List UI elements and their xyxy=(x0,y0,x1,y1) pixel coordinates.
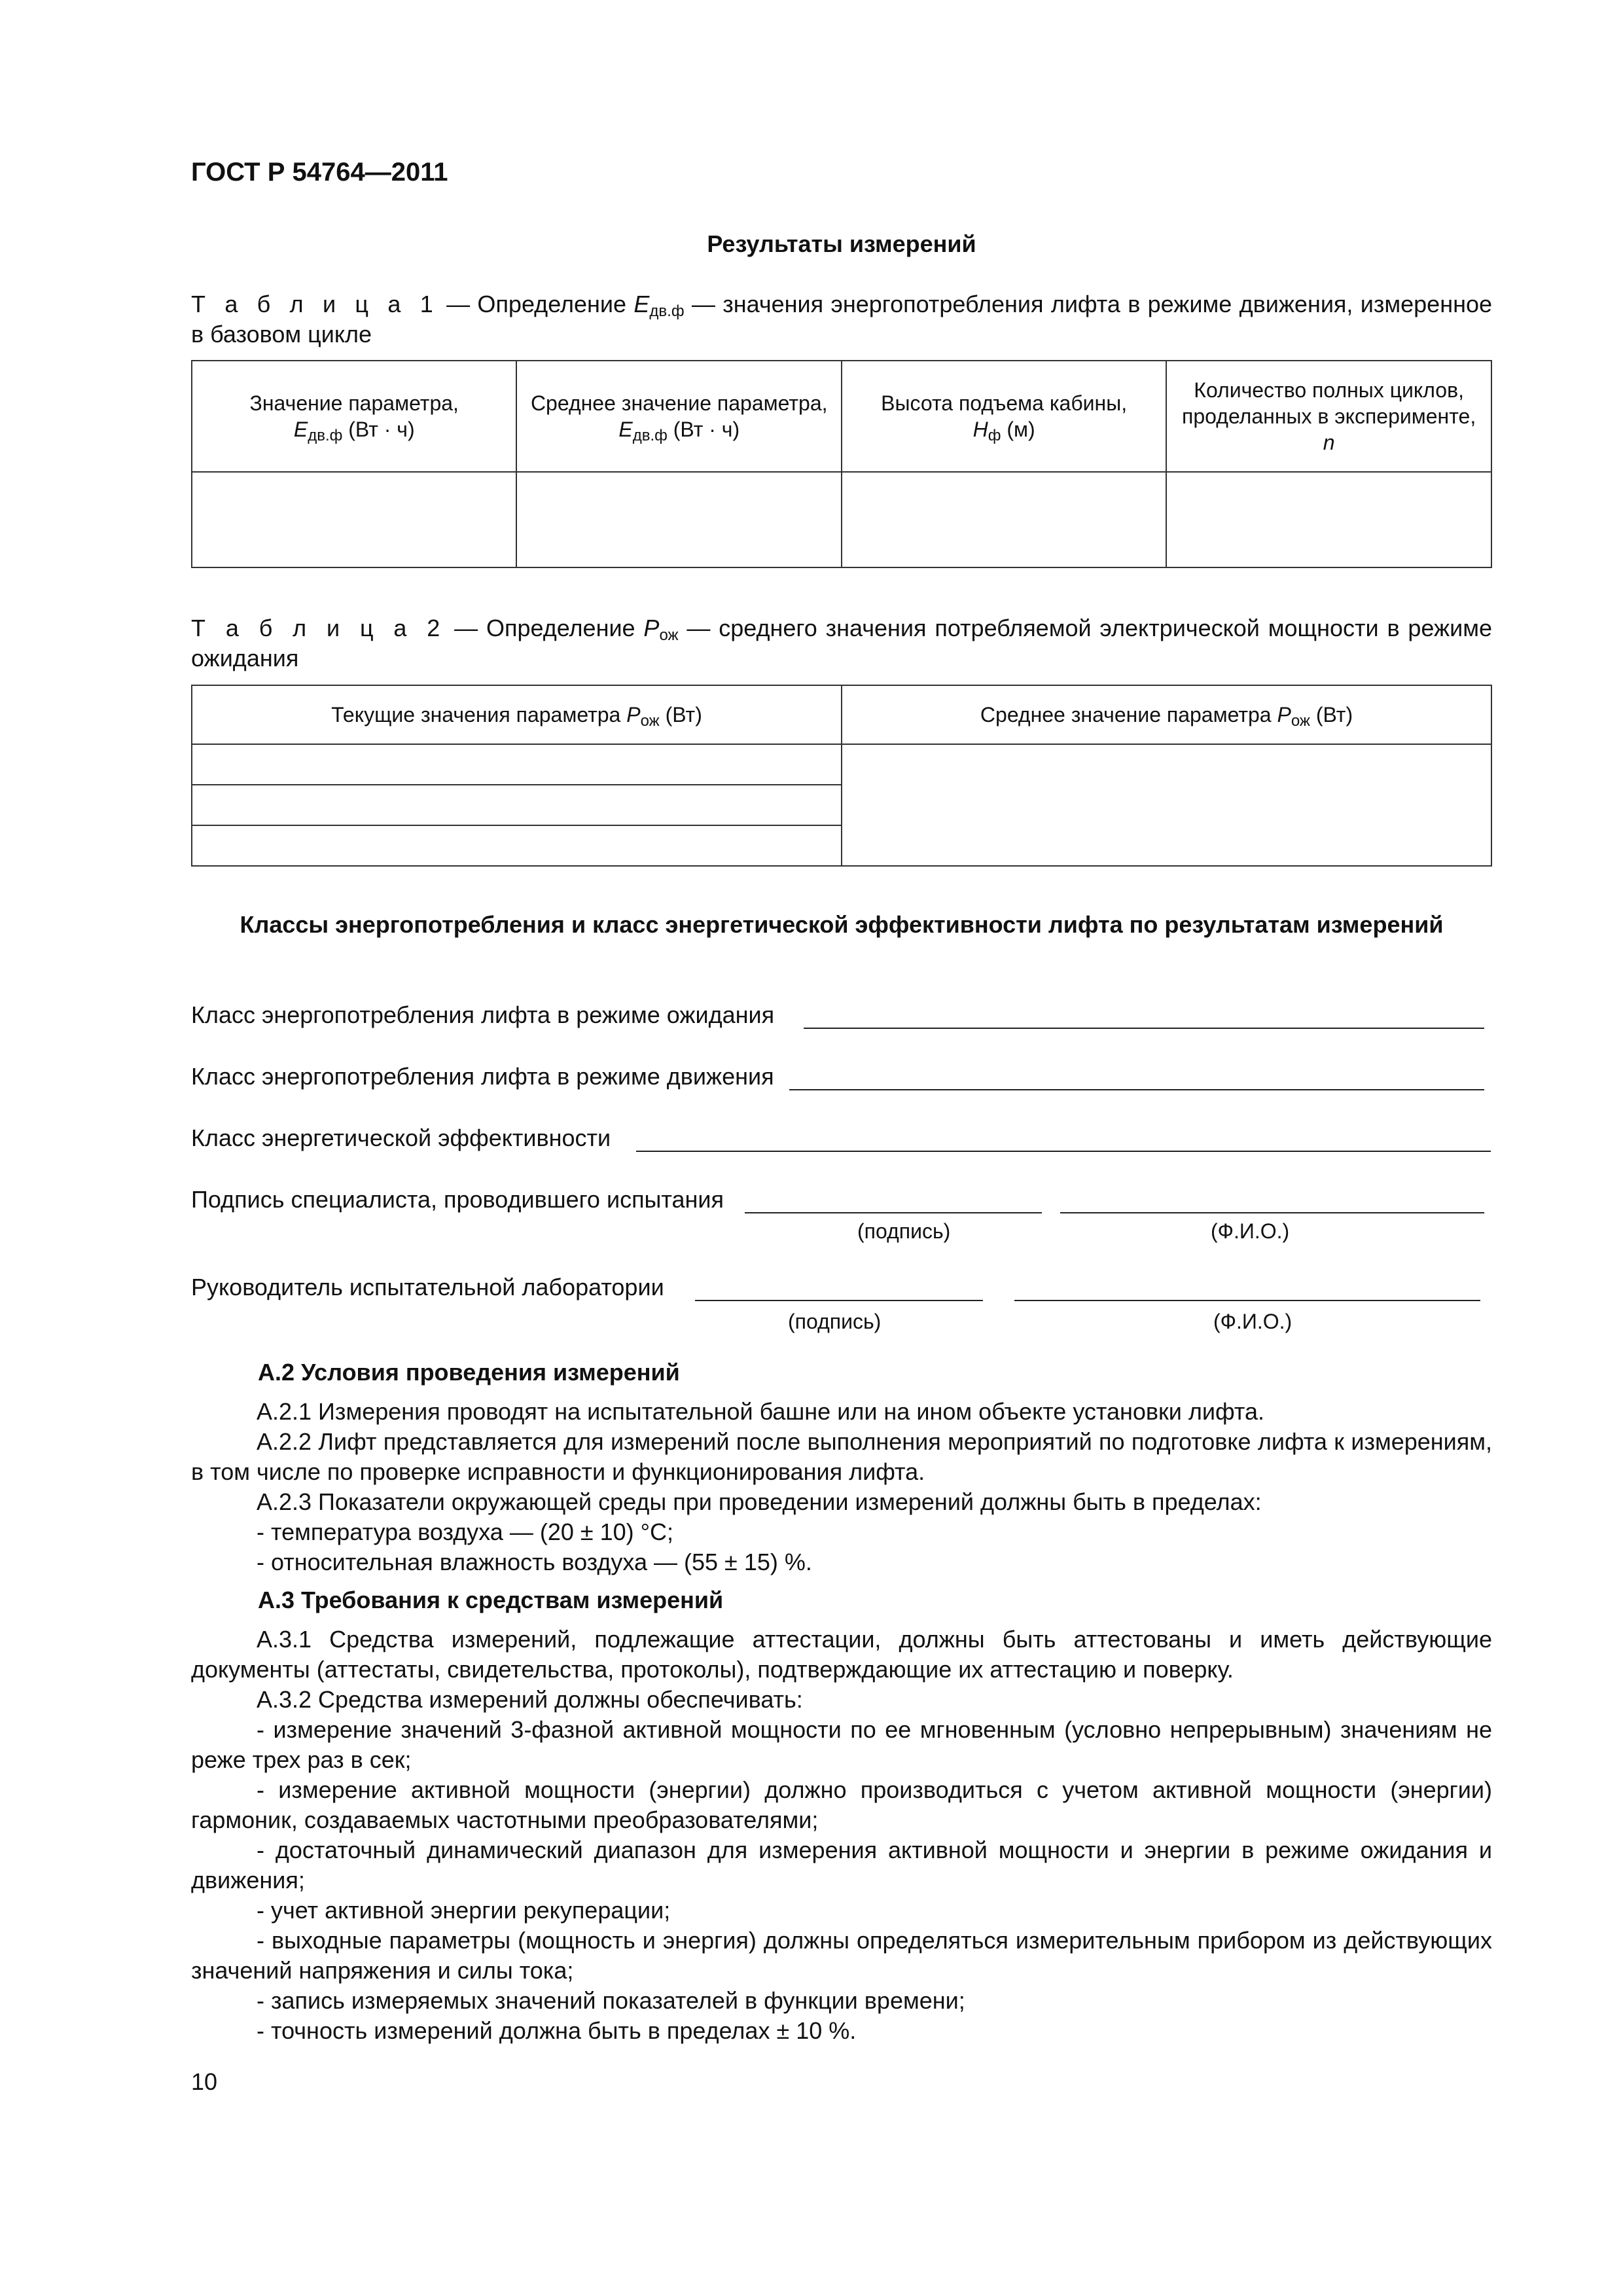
specialist-signature-field[interactable] xyxy=(745,1212,1042,1213)
table2-col-mean-sub: ож xyxy=(1291,712,1310,730)
standby-class-label: Класс энергопотребления лифта в режиме ожидания xyxy=(191,1001,775,1028)
section-a3-heading: А.3 Требования к средствам измерений xyxy=(258,1587,724,1613)
document-header: ГОСТ Р 54764—2011 xyxy=(191,158,448,187)
a3-list-item-7: - точность измерений должна быть в пределах ± 10 %. xyxy=(257,2017,857,2044)
table1-col-height-sym: H xyxy=(972,418,988,441)
table2-mean-cell[interactable] xyxy=(842,744,1491,866)
table2 xyxy=(191,685,1492,867)
table1-col-mean-unit: (Вт · ч) xyxy=(667,418,740,441)
table1-cell[interactable] xyxy=(192,472,516,567)
table1-col-cycles xyxy=(1166,361,1491,472)
a2-paragraph-1: А.2.1 Измерения проводят на испытательной башне или на ином объекте установки лифта. xyxy=(257,1398,1264,1425)
specialist-signature-hint: (подпись) xyxy=(857,1219,951,1243)
specialist-signature-label: Подпись специалиста, проводившего испытания xyxy=(191,1186,724,1213)
table2-header-row xyxy=(192,685,1491,744)
results-title: Результаты измерений xyxy=(707,230,976,257)
table1-caption-text: — значения энергопотребления лифта в режиме движения, измеренное в базовом цикле xyxy=(191,291,1492,348)
table1-col-mean-sub: дв.ф xyxy=(632,427,668,444)
table2-col-mean xyxy=(842,685,1491,744)
table1-cell[interactable] xyxy=(1166,472,1491,567)
lab-head-name-field[interactable] xyxy=(1014,1300,1480,1301)
table2-col-current-sym: P xyxy=(626,703,641,726)
table1-cell[interactable] xyxy=(516,472,841,567)
page-number: 10 xyxy=(191,2068,218,2095)
table1-caption xyxy=(191,289,1492,350)
table1-data-row xyxy=(192,472,1491,567)
table2-data-row xyxy=(192,744,1491,785)
table1-col-value-unit: (Вт · ч) xyxy=(342,418,415,441)
a3-list-item-6: - запись измеряемых значений показателей в функции времени; xyxy=(257,1987,965,2014)
table2-col-mean-unit: (Вт) xyxy=(1310,703,1353,726)
table2-col-mean-sym: P xyxy=(1277,703,1291,726)
table2-cell[interactable] xyxy=(192,785,842,825)
table2-caption-text: — среднего значения потребляемой электрической мощности в режиме ожидания xyxy=(191,615,1493,672)
table2-caption-dash: — Определение xyxy=(446,615,644,641)
table2-label: Т а б л и ц а 2 xyxy=(191,615,446,641)
table2-col-current xyxy=(192,685,842,744)
motion-class-label: Класс энергопотребления лифта в режиме движения xyxy=(191,1063,774,1090)
table1-col-mean-line1: Среднее значение параметра, xyxy=(530,391,828,415)
table2-col-mean-text: Среднее значение параметра xyxy=(980,703,1277,726)
table1-col-height-symbol xyxy=(842,416,1166,442)
table1-header-row xyxy=(192,361,1491,472)
table1-col-cycles-symbol xyxy=(1167,429,1491,456)
table1-label: Т а б л и ц а 1 xyxy=(191,291,439,317)
table1-col-cycles-line2: проделанных в эксперименте, xyxy=(1182,404,1476,428)
table1-col-value-sym: E xyxy=(293,418,308,441)
a3-paragraph-1: А.3.1 Средства измерений, подлежащие аттестации, должны быть аттестованы и иметь действующие документы (аттестаты, свидетельства, протоколы), подтверждающие их аттестацию и поверку. xyxy=(191,1626,1492,1683)
a3-list-item-4: - учет активной энергии рекуперации; xyxy=(257,1897,671,1924)
section-a2-heading: А.2 Условия проведения измерений xyxy=(258,1359,680,1386)
table2-caption xyxy=(191,613,1492,673)
table1-col-mean-symbol xyxy=(517,416,840,442)
specialist-name-hint: (Ф.И.О.) xyxy=(1211,1219,1290,1243)
specialist-name-field[interactable] xyxy=(1060,1212,1484,1213)
table2-cell[interactable] xyxy=(192,825,842,866)
efficiency-class-label: Класс энергетической эффективности xyxy=(191,1124,611,1151)
motion-class-field[interactable] xyxy=(789,1089,1484,1090)
lab-head-signature-field[interactable] xyxy=(695,1300,983,1301)
table1-cell[interactable] xyxy=(842,472,1166,567)
table1-col-cycles-sym: n xyxy=(1323,431,1335,454)
table1-col-height-line1: Высота подъема кабины, xyxy=(881,391,1128,415)
table1-symbol: E xyxy=(633,291,650,317)
table1-col-height-sub: ф xyxy=(988,427,1001,444)
classes-title: Классы энергопотребления и класс энергетической эффективности лифта по результатам измерений xyxy=(240,911,1444,938)
a3-list-item-3: - достаточный динамический диапазон для измерения активной мощности и энергии в режиме ожидания и движения; xyxy=(191,1837,1492,1893)
a3-list-item-2: - измерение активной мощности (энергии) должно производиться с учетом активной мощности (энергии) гармоник, создаваемых частотными преобразователями; xyxy=(191,1776,1492,1833)
a2-paragraph-2: А.2.2 Лифт представляется для измерений после выполнения мероприятий по подготовке лифта к измерениям, в том числе по проверке исправности и функционирования лифта. xyxy=(191,1428,1492,1485)
table2-col-current-sub: ож xyxy=(640,712,660,730)
table2-col-current-unit: (Вт) xyxy=(659,703,702,726)
a3-list-item-5: - выходные параметры (мощность и энергия) должны определяться измерительным прибором из действующих значений напряжения и силы тока; xyxy=(191,1927,1492,1984)
a3-list-item-1: - измерение значений 3-фазной активной мощности по ее мгновенным (условно непрерывным) значениям не реже трех раз в сек; xyxy=(191,1716,1492,1773)
table1-col-height-unit: (м) xyxy=(1001,418,1035,441)
efficiency-class-field[interactable] xyxy=(636,1151,1491,1152)
table1-col-value-line1: Значение параметра, xyxy=(249,391,459,415)
table1-symbol-sub: дв.ф xyxy=(649,302,685,320)
lab-head-signature-hint: (подпись) xyxy=(788,1310,882,1333)
table2-col-current-text: Текущие значения параметра xyxy=(331,703,627,726)
table1-col-value-symbol xyxy=(192,416,516,442)
a2-list-item-humidity: - относительная влажность воздуха — (55 ± 15) %. xyxy=(257,1549,812,1575)
table1-col-height xyxy=(842,361,1166,472)
table1-col-mean-sym: E xyxy=(618,418,633,441)
a2-paragraph-3: А.2.3 Показатели окружающей среды при проведении измерений должны быть в пределах: xyxy=(257,1488,1262,1515)
table1-col-mean xyxy=(516,361,841,472)
table1 xyxy=(191,360,1492,568)
table1-caption-dash: — Определение xyxy=(438,291,634,317)
lab-head-label: Руководитель испытательной лаборатории xyxy=(191,1274,664,1300)
lab-head-name-hint: (Ф.И.О.) xyxy=(1213,1310,1293,1333)
a3-paragraph-2: А.3.2 Средства измерений должны обеспечивать: xyxy=(257,1686,803,1713)
table2-symbol-sub: ож xyxy=(659,626,679,644)
table2-cell[interactable] xyxy=(192,744,842,785)
table1-col-value xyxy=(192,361,516,472)
table1-col-cycles-line1: Количество полных циклов, xyxy=(1194,378,1464,402)
table1-col-value-sub: дв.ф xyxy=(308,427,343,444)
table2-symbol: P xyxy=(643,615,660,641)
standby-class-field[interactable] xyxy=(804,1028,1484,1029)
a2-list-item-temperature: - температура воздуха — (20 ± 10) °C; xyxy=(257,1518,674,1545)
